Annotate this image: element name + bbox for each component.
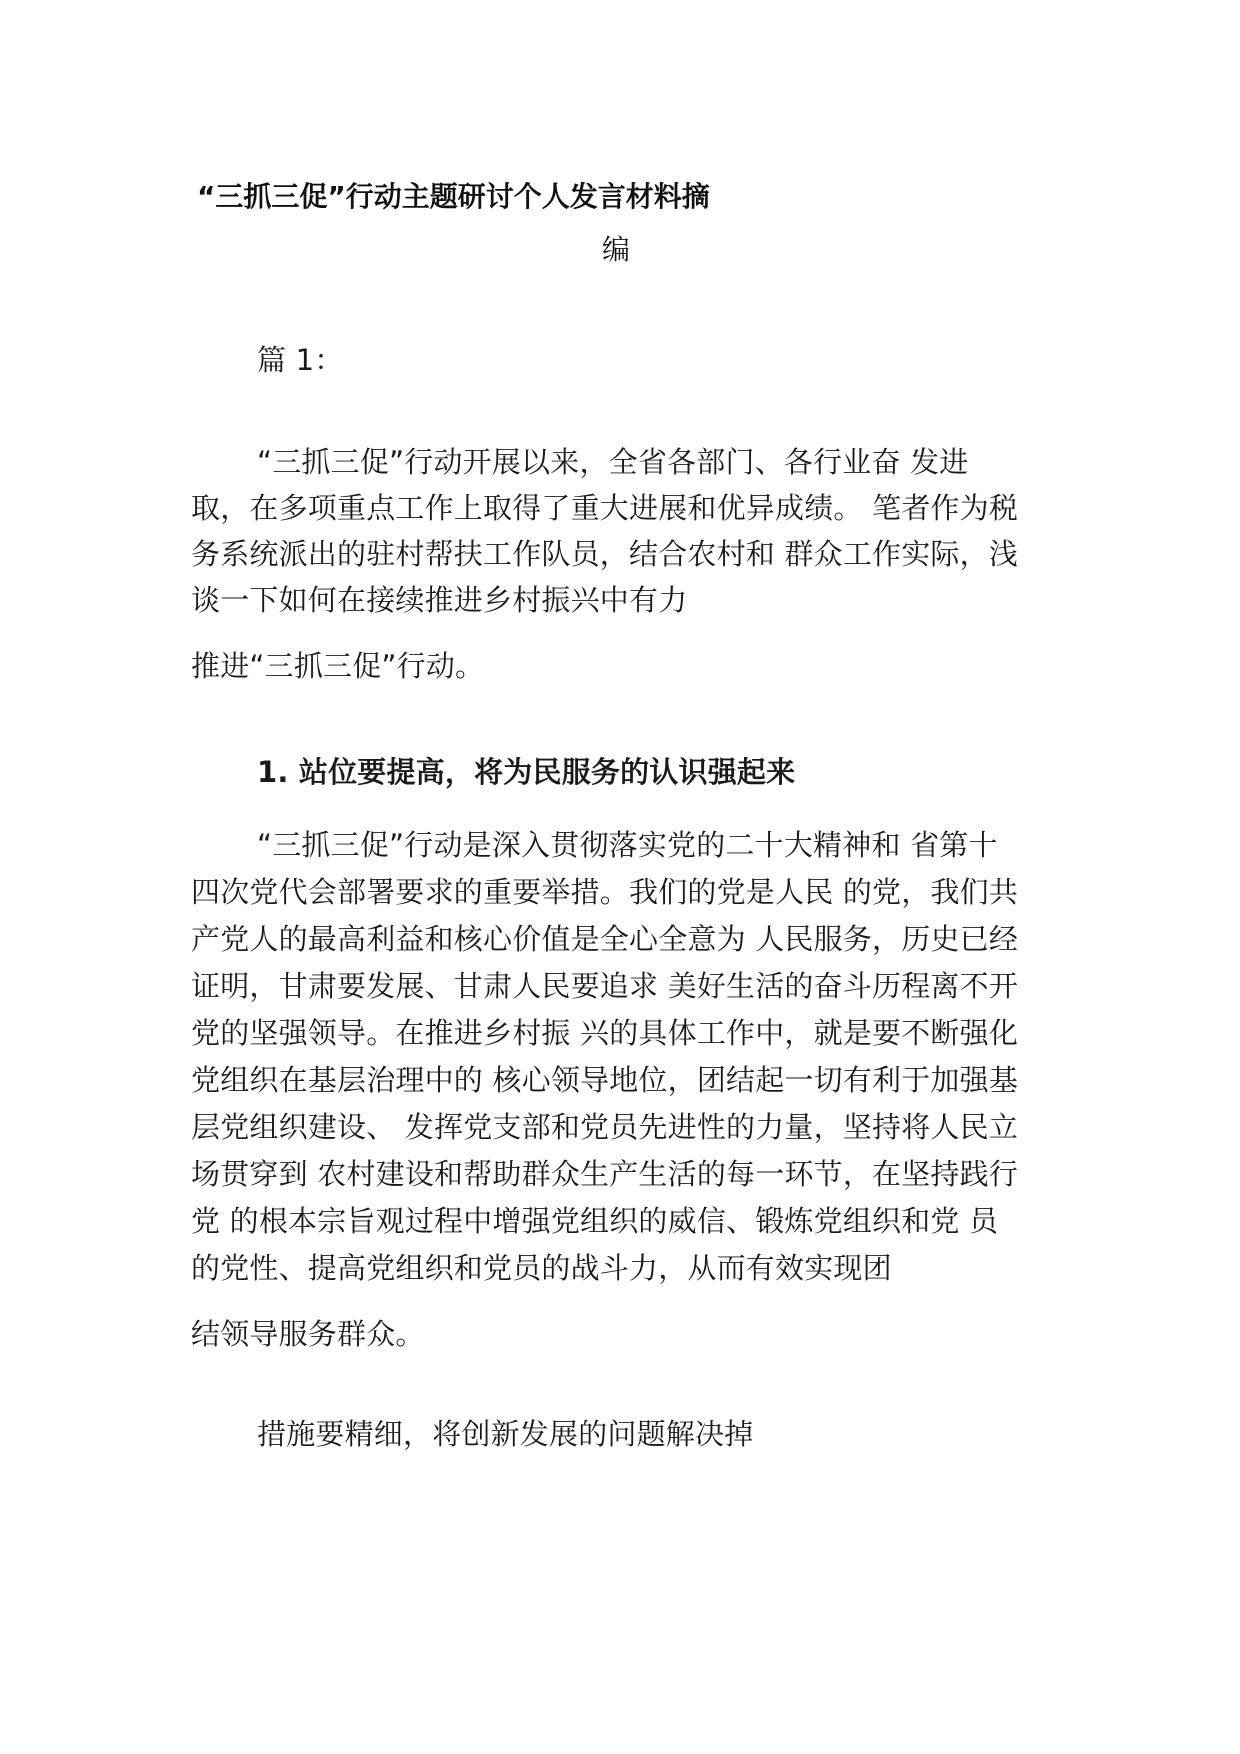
paragraph-line: 场贯穿到 农村建设和帮助群众生产生活的每一环节，在坚持践行	[191, 1157, 1019, 1191]
paragraph-line: 证明，甘肃要发展、甘肃人民要追求 美好生活的奋斗历程离不开	[191, 969, 1019, 1003]
paragraph-line: 层党组织建设、 发挥党支部和党员先进性的力量，坚持将人民立	[191, 1110, 1019, 1144]
paragraph-line: 党组织在基层治理中的 核心领导地位，团结起一切有利于加强基	[191, 1063, 1019, 1097]
paragraph-line: 推进“三抓三促”行动。	[191, 649, 485, 683]
paragraph-line: 的党性、提高党组织和党员的战斗力，从而有效实现团	[191, 1251, 892, 1285]
document-title: “三抓三促”行动主题研讨个人发言材料摘	[197, 180, 710, 213]
document-title-continuation: 编	[602, 233, 631, 266]
section-heading: 1. 站位要提高，将为民服务的认识强起来	[257, 755, 796, 789]
paragraph-line: “三抓三促”行动开展以来，全省各部门、各行业奋 发进	[257, 445, 969, 479]
paragraph-line: 产党人的最高利益和核心价值是全心全意为 人民服务，历史已经	[191, 922, 1019, 956]
paragraph-line: 党的坚强领导。在推进乡村振 兴的具体工作中，就是要不断强化	[191, 1016, 1019, 1050]
paragraph-line: 取，在多项重点工作上取得了重大进展和优异成绩。 笔者作为税	[191, 491, 1019, 525]
paragraph-line: 务系统派出的驻村帮扶工作队员，结合农村和 群众工作实际，浅	[191, 537, 1019, 571]
paragraph-line: 结领导服务群众。	[191, 1317, 425, 1351]
paragraph-line: 党 的根本宗旨观过程中增强党组织的威信、锻炼党组织和党 员	[191, 1204, 999, 1238]
section-label: 篇 1：	[257, 343, 344, 377]
paragraph-line: 四次党代会部署要求的重要举措。我们的党是人民 的党，我们共	[191, 875, 1019, 909]
section-heading: 措施要精细，将创新发展的问题解决掉	[257, 1417, 754, 1451]
paragraph-line: 谈一下如何在接续推进乡村振兴中有力	[191, 583, 688, 617]
paragraph-line: “三抓三促”行动是深入贯彻落实党的二十大精神和 省第十	[257, 828, 998, 862]
